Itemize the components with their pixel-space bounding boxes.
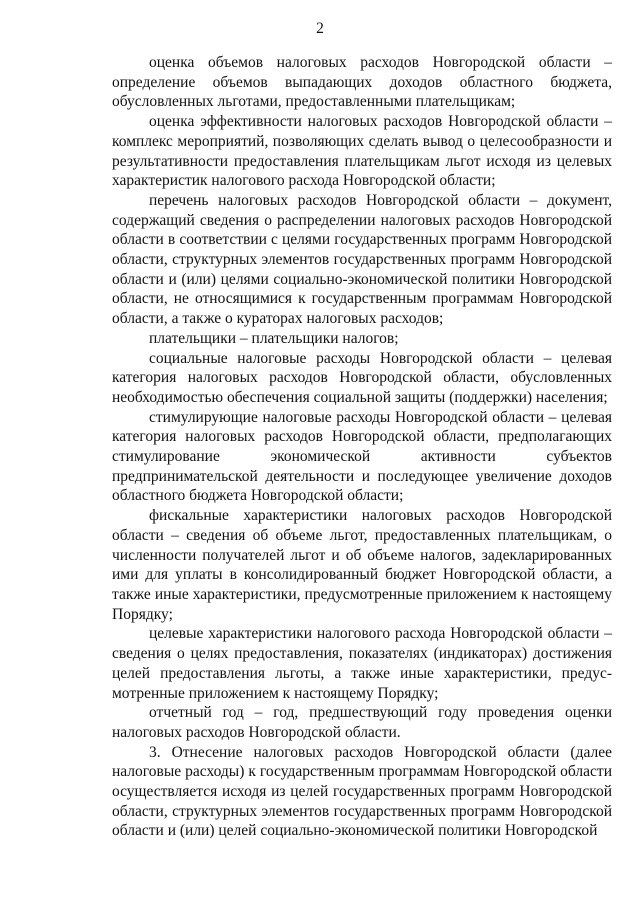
definition-paragraph-tax-expense-volume: оценка объемов налоговых расходов Новгородской области – определение объемов выпадающих доходов областного бюджета, обусловленных льготами, предоставленными плательщикам; [112, 54, 612, 111]
definition-paragraph-stimulating-tax-expenses: стимулирующие налоговые расходы Новгородской области – целевая категория налоговых расходов Новгородской области, предполагающих стимулирование экономической активности субъектов предпринимательской деятельности и последующее увеличение доходов областного бюджета Новгородской области; [112, 408, 612, 505]
document-body [112, 53, 612, 841]
definition-paragraph-payers: плательщики – плательщики налогов; [149, 329, 399, 347]
definition-paragraph-social-tax-expenses: социальные налоговые расходы Новгородской области – целевая категория налоговых расходов Новгородской области, обусловленных необходимостью обеспечения социальной защиты (поддержки) населения; [112, 349, 612, 406]
definition-paragraph-efficiency-assessment: оценка эффективности налоговых расходов Новгородской области – комплекс мероприятий, позволяющих сделать вывод о целесообразности и результативности предоставления плательщикам льгот исходя из целевых характеристик налогового расхода Новгородской области; [112, 113, 612, 190]
definition-paragraph-reporting-year: отчетный год – год, предшествующий году проведения оценки налоговых расходов Новгородской области. [112, 704, 612, 741]
definition-paragraph-fiscal-characteristics: фискальные характеристики налоговых расходов Новгородской области – сведения об объеме льгот, предоставленных плательщикам, о численности получателей льгот и об объеме налогов, задекларированных ими для уплаты в консолидированный бюджет Новгородской области, а также иные характеристики, предусмотренные приложением к настоящему Порядку; [112, 507, 612, 623]
section-3-paragraph: 3. Отнесение налоговых расходов Новгородской области (далее налоговые расходы) к государственным программам Новгородской области осуществляется исходя из целей государственных программ Новгородской области, структурных элементов государственных программ Новгородской области и (или) целей социально-экономической политики Новгородской [112, 743, 612, 840]
definition-paragraph-tax-expense-list: перечень налоговых расходов Новгородской области – документ, содержащий сведения о распределении налоговых расходов Новгородской области в соответствии с целями государственных программ Новгородской области, структурных элементов государственных программ Новгородской области и (или) целями социально-экономической политики Новгородской области, не относящимися к государственным программам Новгородской области, а также о кураторах налоговых расходов; [112, 191, 612, 328]
page-number: 2 [316, 20, 324, 37]
definition-paragraph-target-characteristics: целевые характеристики налогового расхода Новгородской области – сведения о целях предоставления, показателях (индикаторах) достижения целей предоставления льготы, а также иные характеристики, предус-мотренные приложением к настоящему Порядку; [112, 625, 612, 702]
